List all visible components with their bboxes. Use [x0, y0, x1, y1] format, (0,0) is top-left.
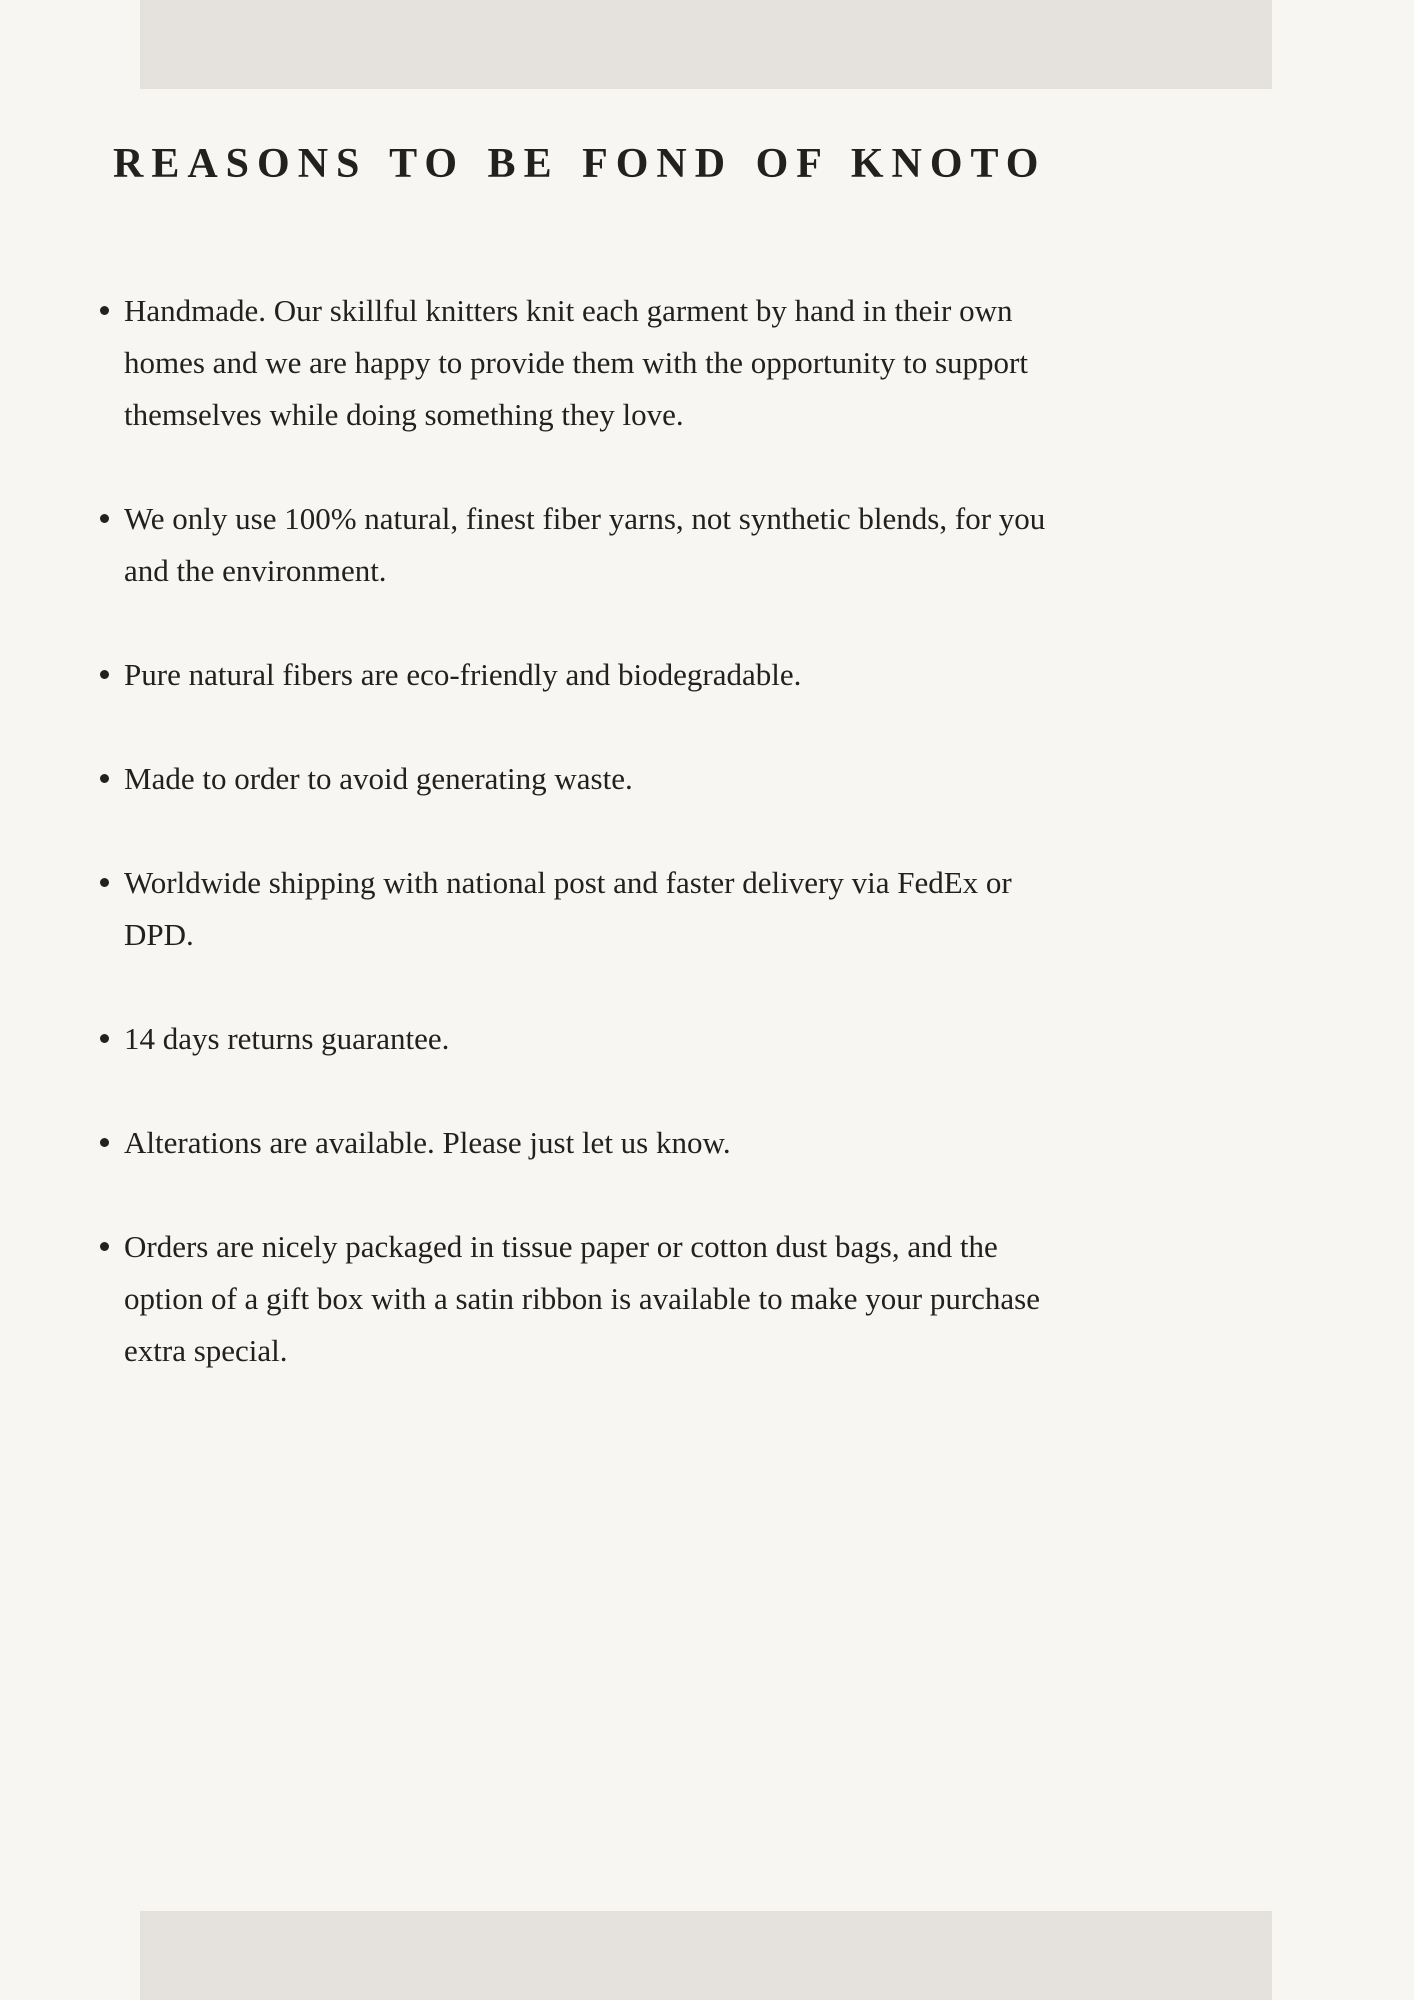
reasons-list	[100, 285, 1414, 1377]
bullet-text: Orders are nicely packaged in tissue paper or cotton dust bags, and the option of a gift box with a satin ribbon is available to make your purchase extra special.	[124, 1229, 1040, 1368]
bullet-dot	[100, 1242, 109, 1251]
bullet-text: Worldwide shipping with national post and faster delivery via FedEx or DPD.	[124, 865, 1012, 952]
list-item	[100, 285, 1414, 441]
list-item	[100, 1013, 1414, 1065]
bullet-text: Handmade. Our skillful knitters knit each garment by hand in their own homes and we are happy to provide them with the opportunity to support themselves while doing something they love.	[124, 293, 1028, 432]
bullet-text: Pure natural fibers are eco-friendly and biodegradable.	[124, 657, 802, 692]
list-item	[100, 649, 1414, 701]
list-item	[100, 1221, 1414, 1377]
bullet-text: 14 days returns guarantee.	[124, 1021, 450, 1056]
list-item	[100, 857, 1414, 961]
bullet-dot	[100, 878, 109, 887]
bullet-text: Made to order to avoid generating waste.	[124, 761, 633, 796]
bullet-dot	[100, 1034, 109, 1043]
list-item	[100, 753, 1414, 805]
bullet-dot	[100, 514, 109, 523]
page-title: REASONS TO BE FOND OF KNOTO	[113, 141, 1047, 187]
bullet-text: We only use 100% natural, finest fiber yarns, not synthetic blends, for you and the environment.	[124, 501, 1046, 588]
bottom-decorative-band	[140, 1911, 1272, 2000]
list-item	[100, 1117, 1414, 1169]
bullet-text: Alterations are available. Please just let us know.	[124, 1125, 731, 1160]
bullet-dot	[100, 306, 109, 315]
list-item	[100, 493, 1414, 597]
bullet-dot	[100, 1138, 109, 1147]
bullet-dot	[100, 670, 109, 679]
bullet-dot	[100, 774, 109, 783]
